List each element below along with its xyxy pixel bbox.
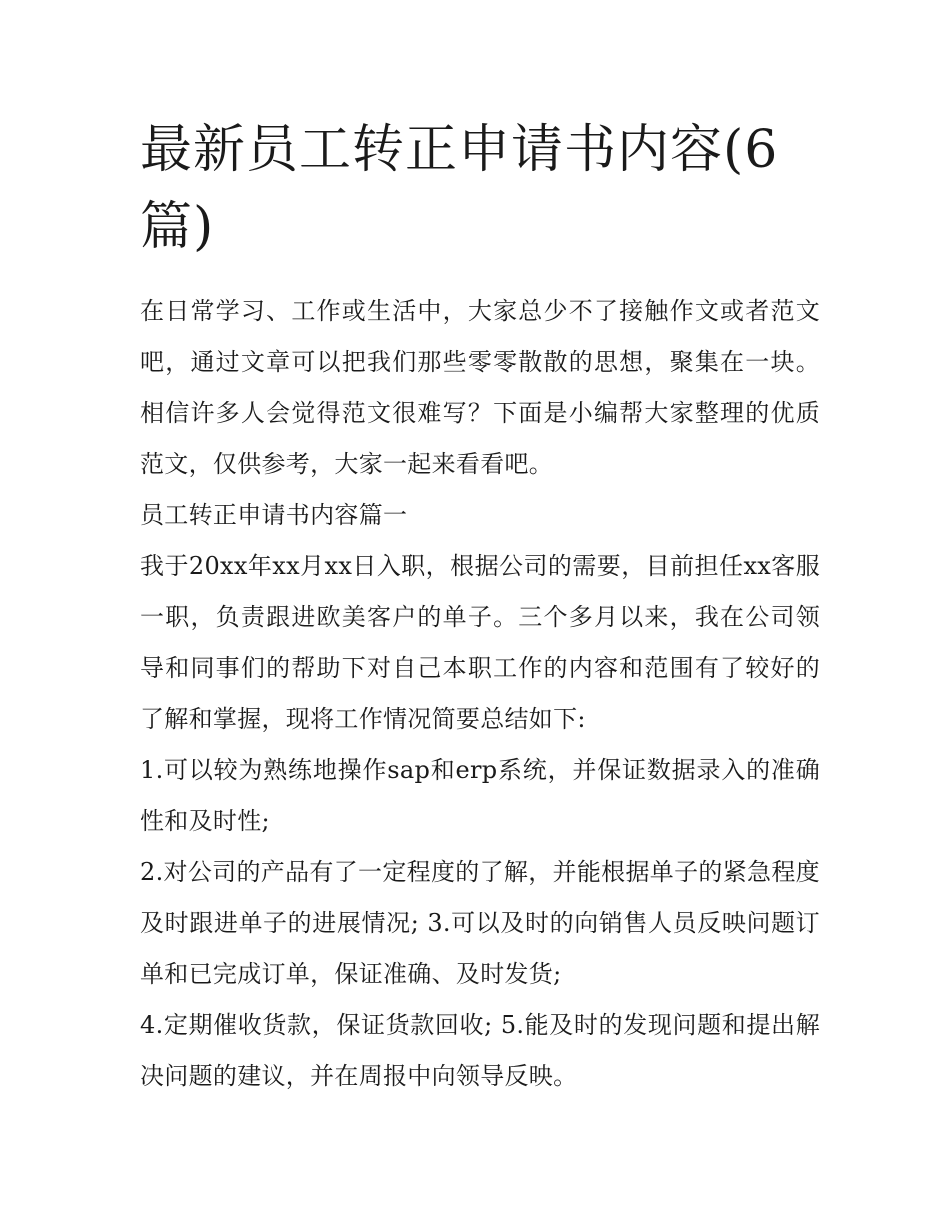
document-title: 最新员工转正申请书内容(6篇) [140, 120, 779, 257]
intro-paragraph: 在日常学习、工作或生活中，大家总少不了接触作文或者范文吧，通过文章可以把我们那些零零散散的思想，聚集在一块。相信许多人会觉得范文很难写？下面是小编帮大家整理的优质范文，仅供参考，大家一起来看看吧。 [140, 297, 820, 478]
section-heading: 员工转正申请书内容篇一 [140, 501, 408, 529]
document-page [140, 112, 820, 1102]
list-item: 2.对公司的产品有了一定程度的了解，并能根据单子的紧急程度及时跟进单子的进展情况; 3.可以及时的向销售人员反映问题订单和已完成订单，保证准确、及时发货; [140, 858, 820, 988]
list-item: 1.可以较为熟练地操作sap和erp系统，并保证数据录入的准确性和及时性; [140, 756, 820, 835]
body-paragraph: 我于20xx年xx月xx日入职，根据公司的需要，目前担任xx客服一职，负责跟进欧美客户的单子。三个多月以来，我在公司领导和同事们的帮助下对自己本职工作的内容和范围有了较好的了解和掌握，现将工作情况简要总结如下: [140, 552, 820, 733]
list-item: 4.定期催收货款，保证货款回收; 5.能及时的发现问题和提出解决问题的建议，并在周报中向领导反映。 [140, 1011, 820, 1090]
document-body [140, 286, 820, 1102]
